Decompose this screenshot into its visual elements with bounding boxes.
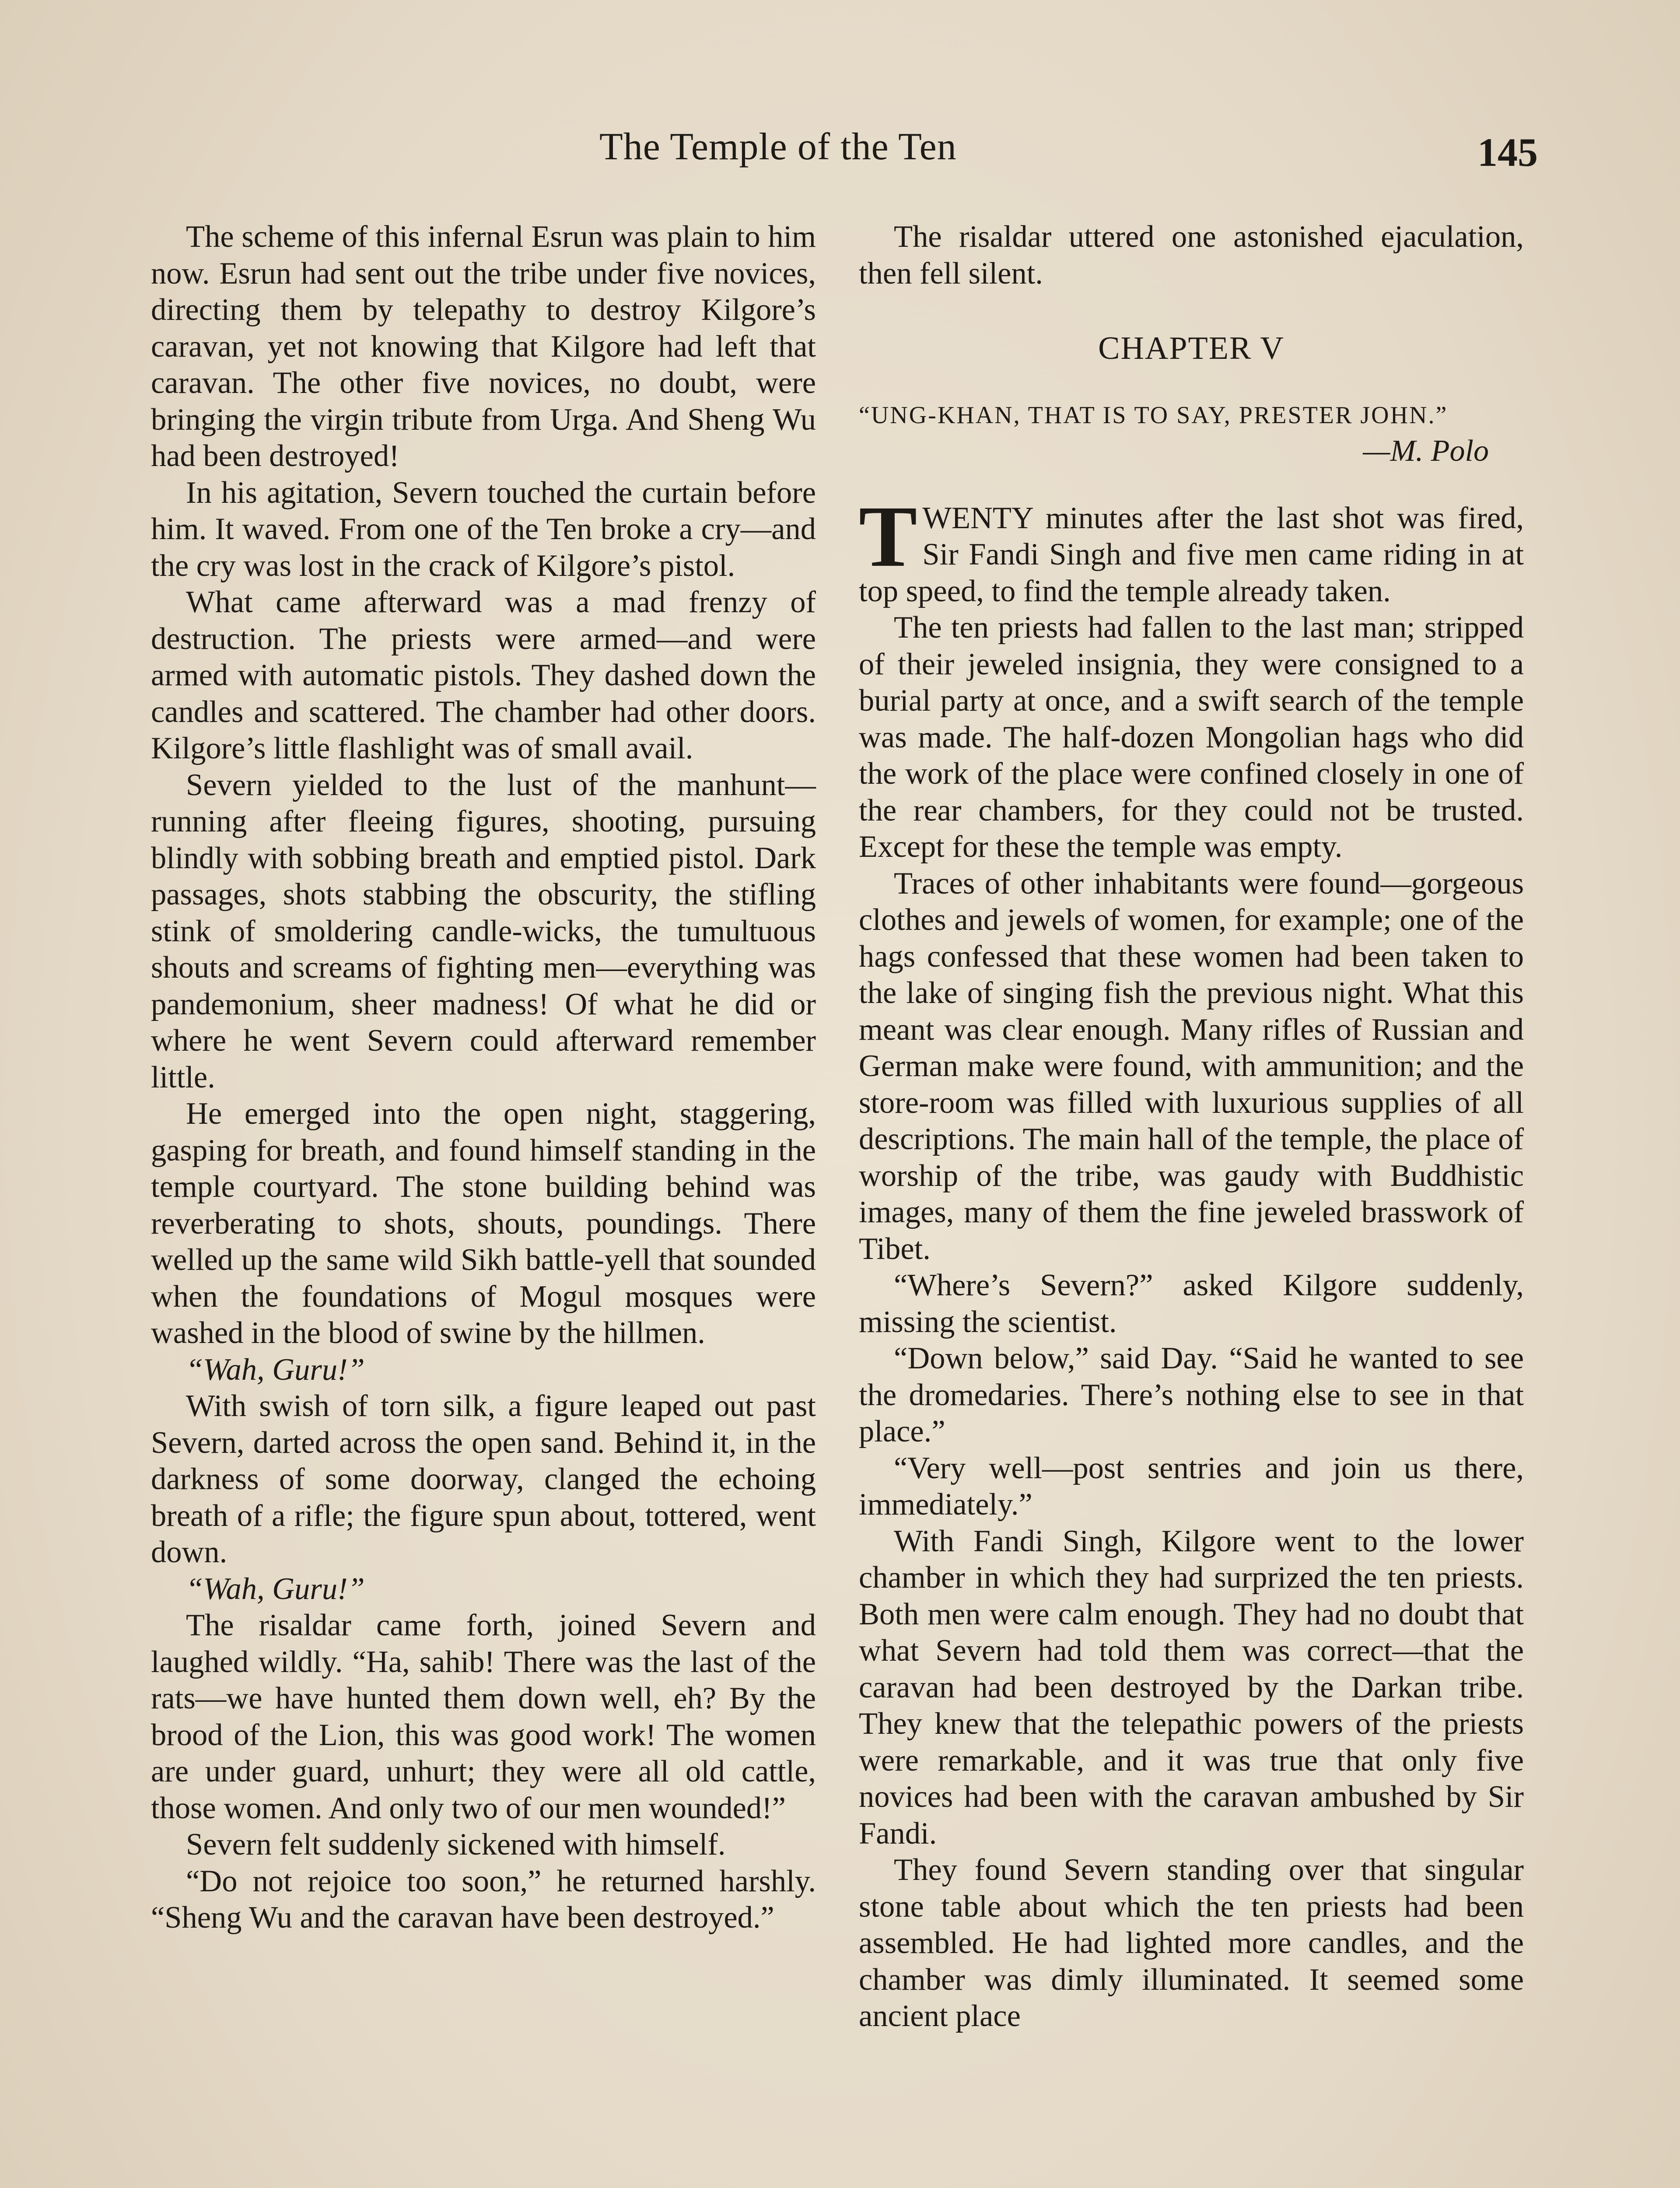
opening-text: WENTY minutes after the last shot was fired, Sir Fandi Singh and five men came riding in at top speed, to find the temple already taken. (859, 501, 1524, 608)
paragraph: The scheme of this infernal Esrun was plain to him now. Esrun had sent out the tribe under five novices, directing them by telepathy to destroy Kilgore’s caravan, yet not knowing that Kilgore had left that caravan. The other five novices, no doubt, were bringing the virgin tribute from Urga. And Sheng Wu had been destroyed! (151, 220, 816, 473)
paragraph: He emerged into the open night, staggering, gasping for breath, and found himself standing in the temple courtyard. The stone building behind was reverberating to shots, shouts, poundings. There welled up the same wild Sikh battle-yell that sounded when the foundations of Mogul mosques were washed in the blood of swine by the hillmen. (151, 1097, 816, 1350)
chapter-opening-paragraph (859, 488, 1524, 610)
paragraph: With Fandi Singh, Kilgore went to the lower chamber in which they had surprized the ten priests. Both men were calm enough. They had no doubt that what Severn had told them was correct—that the caravan had been destroyed by the Darkan tribe. They knew that the telepathic powers of the priests were remarkable, and it was true that only five novices had been with the caravan ambushed by Sir Fandi. (859, 1524, 1524, 1851)
paragraph: The ten priests had fallen to the last man; stripped of their jeweled insignia, they were consigned to a burial party at once, and a swift search of the temple was made. The half-dozen Mongolian hags who did the work of the place were confined closely in one of the rear chambers, for they could not be trusted. Except for these the temple was empty. (859, 610, 1524, 864)
paragraph: In his agitation, Severn touched the curtain before him. It waved. From one of the Ten broke a cry—and the cry was lost in the crack of Kilgore’s pistol. (151, 475, 816, 583)
left-column (151, 219, 816, 1936)
chapter-heading: CHAPTER V (1098, 330, 1284, 366)
paragraph: With swish of torn silk, a figure leaped out past Severn, darted across the open sand. Behind it, in the darkness of some doorway, clanged the echoing breath of a rifle; the figure spun about, tottered, went down. (151, 1389, 816, 1569)
drop-cap: T (859, 488, 917, 585)
paragraph: They found Severn standing over that singular stone table about which the ten priests had been assembled. He had lighted more candles, and the chamber was dimly illuminated. It seemed some ancient place (859, 1853, 1524, 2033)
paragraph: “Do not rejoice too soon,” he returned harshly. “Sheng Wu and the caravan have been destroyed.” (151, 1864, 816, 1935)
paragraph: Severn felt suddenly sickened with himself. (186, 1827, 726, 1862)
page-number: 145 (1477, 130, 1538, 175)
paragraph: “Down below,” said Day. “Said he wanted to see the dromedaries. There’s nothing else to see in that place.” (859, 1341, 1524, 1448)
right-column (859, 219, 1524, 2035)
paragraph: Severn yielded to the lust of the manhunt—running after fleeing figures, shooting, pursuing blindly with sobbing breath and emptied pistol. Dark passages, shots stabbing the obscurity, the stifling stink of smoldering candle-wicks, the tumultuous shouts and screams of fighting men—everything was pandemonium, sheer madness! Of what he did or where he went Severn could afterward remember little. (151, 768, 816, 1094)
paragraph: Traces of other inhabitants were found—gorgeous clothes and jewels of women, for example; one of the hags confessed that these women had been taken to the lake of singing fish the previous night. What this meant was clear enough. Many rifles of Russian and German make were found, with ammunition; and the store-room was filled with luxurious supplies of all descriptions. The main hall of the temple, the place of worship of the tribe, was gaudy with Buddhistic images, many of them the fine jeweled brasswork of Tibet. (859, 866, 1524, 1266)
paragraph: “Where’s Severn?” asked Kilgore suddenly, missing the scientist. (859, 1268, 1524, 1339)
epigraph-attribution: —M. Polo (1363, 434, 1489, 468)
paragraph: What came afterward was a mad frenzy of destruction. The priests were armed—and were armed with automatic pistols. They dashed down the candles and scattered. The chamber had other doors. Kilgore’s little flashlight was of small avail. (151, 585, 816, 765)
paragraph: The risaldar uttered one astonished ejaculation, then fell silent. (859, 220, 1524, 291)
paragraph: “Very well—post sentries and join us there, immediately.” (859, 1451, 1524, 1522)
paragraph: The risaldar came forth, joined Severn and laughed wildly. “Ha, sahib! There was the last of the rats—we have hunted them down well, eh? By the brood of the Lion, this was good work! The women are under guard, unhurt; they were all old cattle, those women. And only two of our men wounded!” (151, 1608, 816, 1825)
running-head (0, 125, 1680, 186)
running-title: The Temple of the Ten (599, 126, 957, 168)
epigraph: “UNG-KHAN, THAT IS TO SAY, PRESTER JOHN.” (859, 401, 1448, 429)
paragraph: “Wah, Guru!” (186, 1352, 365, 1387)
paragraph: “Wah, Guru!” (186, 1571, 365, 1606)
